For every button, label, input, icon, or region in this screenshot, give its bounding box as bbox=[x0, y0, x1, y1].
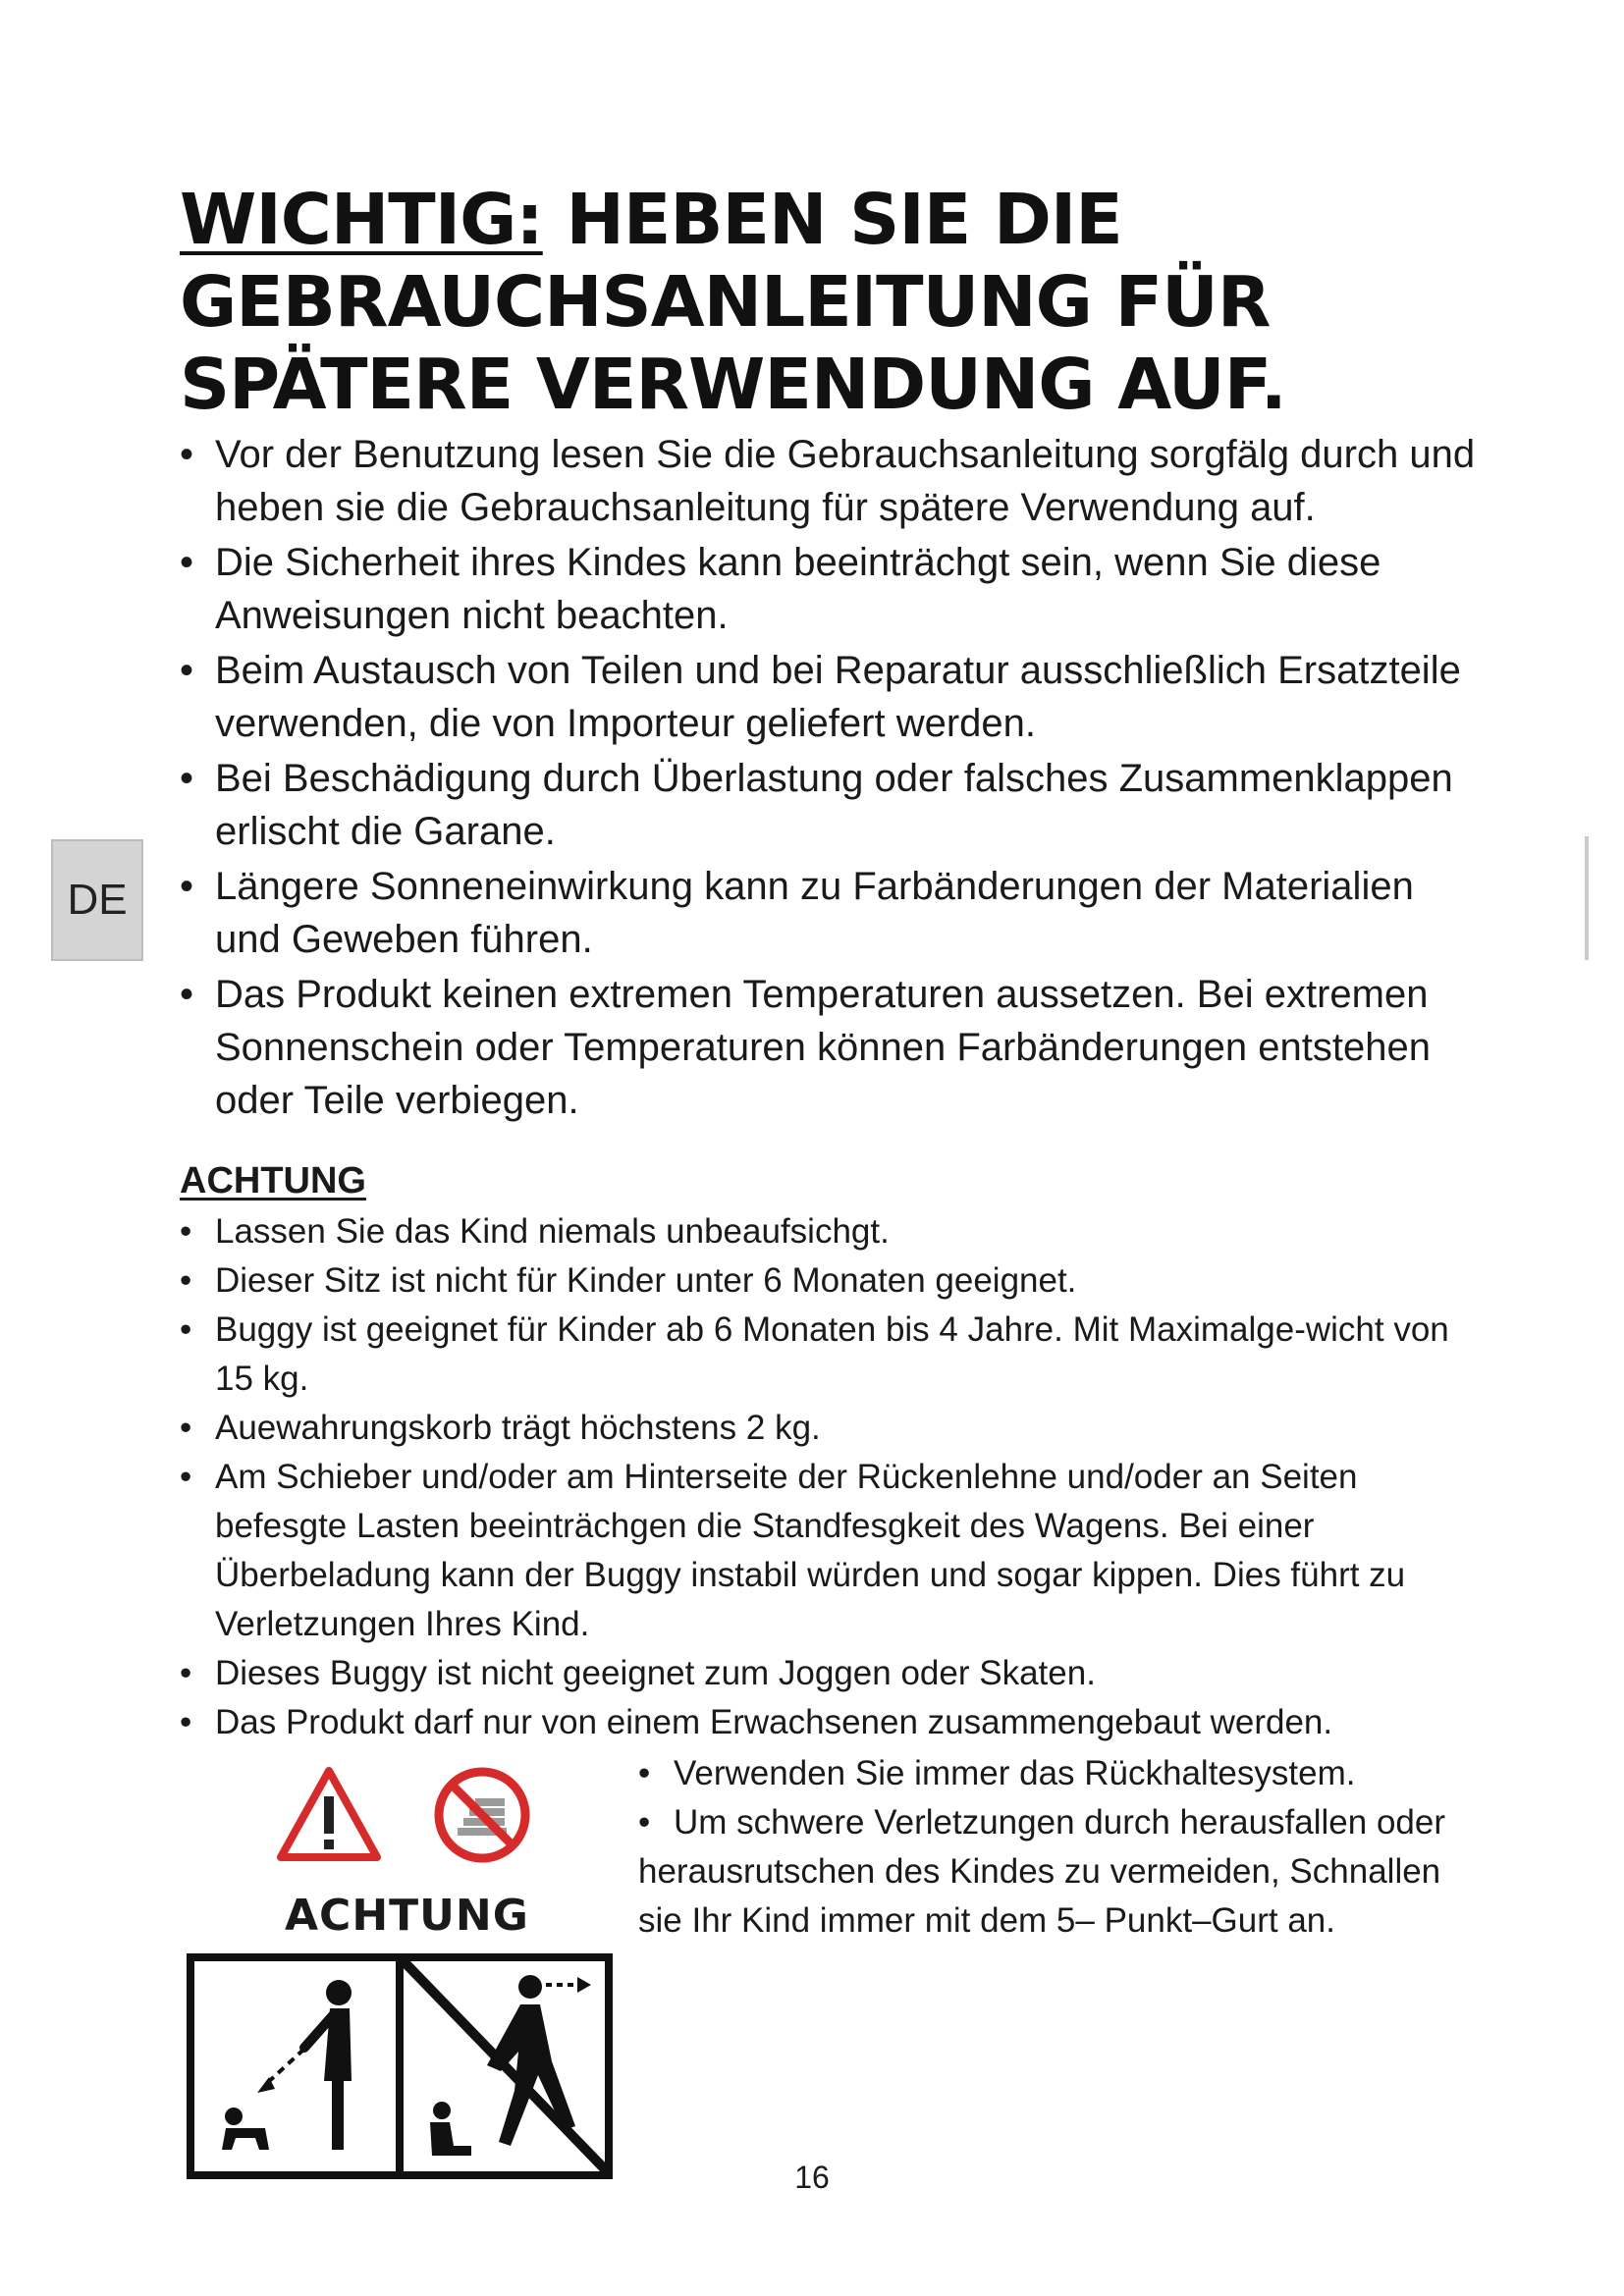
list-item: • Buggy ist geeignet für Kinder ab 6 Monaten bis 4 Jahre. Mit Maximalge-wicht von 15 kg. bbox=[180, 1306, 1486, 1404]
list-item: • Verwenden Sie immer das Rückhaltesystem. bbox=[638, 1754, 1356, 1792]
supervision-pictogram bbox=[187, 1953, 613, 2179]
heading-line3: SPÄTERE VERWENDUNG AUF. bbox=[180, 344, 1286, 425]
list-item: • Das Produkt keinen extremen Temperaturen aussetzen. Bei extremen Sonnenschein oder Temperaturen können Farbänderungen entstehen oder Teile verbiegen. bbox=[180, 968, 1476, 1127]
list-item: • Dieser Sitz ist nicht für Kinder unter 6 Monaten geeignet. bbox=[180, 1256, 1486, 1306]
list-item: • Auewahrungskorb trägt höchstens 2 kg. bbox=[180, 1404, 1486, 1453]
page-heading bbox=[180, 179, 1495, 426]
list-item: • Am Schieber und/oder am Hinterseite der Rückenlehne und/oder an Seiten befesgte Lasten beeinträchgen die Standfesgkeit des Wagens. Bei einer Überbeladung kann der Buggy instabil würden und sogar kippen. Dies führt zu Verletzungen Ihres Kind. bbox=[180, 1453, 1486, 1649]
warning-section-title: ACHTUNG bbox=[180, 1160, 366, 1201]
pictogram-label: ACHTUNG bbox=[285, 1891, 529, 1941]
list-item: • Beim Austausch von Teilen und bei Reparatur ausschließlich Ersatzteile verwenden, die von Importeur geliefert werden. bbox=[180, 644, 1476, 750]
side-warning-list bbox=[638, 1749, 1453, 1946]
heading-line2: GEBRAUCHSANLEITUNG FÜR bbox=[180, 261, 1271, 343]
list-item: • Bei Beschädigung durch Überlastung oder falsches Zusammenklappen erlischt die Garane. bbox=[180, 752, 1476, 858]
list-item: • Längere Sonneneinwirkung kann zu Farbänderungen der Materialien und Geweben führen. bbox=[180, 860, 1476, 966]
warning-triangle-icon bbox=[275, 1765, 383, 1863]
list-item: • Vor der Benutzung lesen Sie die Gebrauchsanleitung sorgfälg durch und heben sie die Gebrauchsanleitung für spätere Verwendung auf. bbox=[180, 428, 1476, 534]
instruction-list bbox=[180, 428, 1476, 1129]
warning-list bbox=[180, 1207, 1486, 1747]
page-number: 16 bbox=[794, 2160, 830, 2195]
list-item: • Die Sicherheit ihres Kindes kann beeinträchgt sein, wenn Sie diese Anweisungen nicht beachten. bbox=[180, 536, 1476, 642]
no-climbing-icon bbox=[432, 1765, 532, 1865]
list-item: • Um schwere Verletzungen durch herausfallen oder herausrutschen des Kindes zu vermeiden, Schnallen sie Ihr Kind immer mit dem 5– Punkt–Gurt an. bbox=[638, 1803, 1445, 1940]
list-item: • Lassen Sie das Kind niemals unbeaufsichgt. bbox=[180, 1207, 1486, 1256]
page-edge-mark bbox=[1585, 836, 1589, 960]
language-tab: DE bbox=[51, 839, 143, 961]
heading-important: WICHTIG: bbox=[180, 179, 543, 260]
list-item: • Das Produkt darf nur von einem Erwachsenen zusammengebaut werden. bbox=[180, 1698, 1486, 1747]
list-item: • Dieses Buggy ist nicht geeignet zum Joggen oder Skaten. bbox=[180, 1649, 1486, 1698]
heading-line1: HEBEN SIE DIE bbox=[542, 179, 1122, 260]
